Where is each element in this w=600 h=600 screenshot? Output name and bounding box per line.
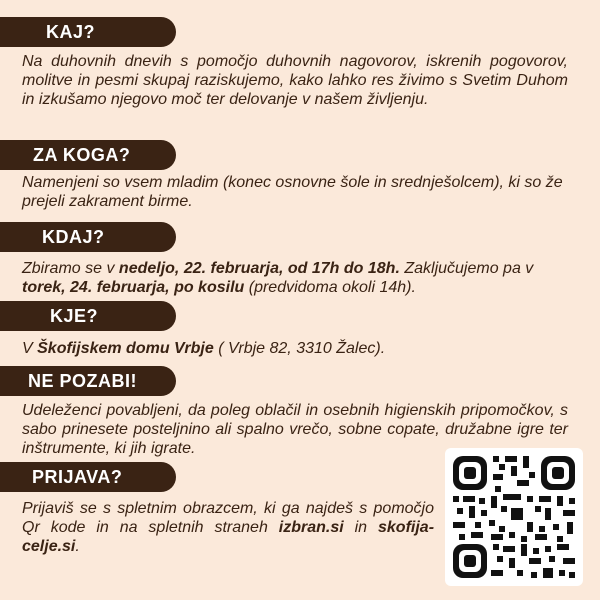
- section-text-ne-pozabi: Udeleženci povabljeni, da poleg oblačil in osebnih higienskih pripomočkov, s sabo prinesete posteljnino ali spalno vrečo, sobne copate, družabne igre ter inštrumente, ki jih igrate.: [22, 402, 568, 457]
- section-header-label: KJE?: [50, 305, 99, 326]
- section-header-label: PRIJAVA?: [32, 466, 123, 487]
- text-run: in: [343, 519, 378, 536]
- event-end-date: torek, 24. februarja, po kosilu: [22, 279, 245, 296]
- section-header-za-koga: [0, 140, 176, 170]
- section-header-label: ZA KOGA?: [33, 144, 131, 165]
- text-run: Zaključujemo pa v: [399, 260, 534, 277]
- section-header-label: KAJ?: [46, 21, 96, 42]
- section-header-prijava: [0, 462, 176, 492]
- section-text-kaj: Na duhovnih dnevih s pomočjo duhovnih nagovorov, iskrenih pogovorov, molitve in pesmi skupaj raziskujemo, kako lahko res živimo s Svetim Duhom in izkušamo njegovo moč ter delovanje v našem življenju.: [22, 53, 568, 108]
- section-header-kje: [0, 301, 176, 331]
- section-header-ne-pozabi: [0, 366, 176, 396]
- section-text-kje: [22, 339, 570, 358]
- section-text-kdaj: [22, 259, 570, 297]
- text-run: ( Vrbje 82, 3310 Žalec).: [213, 340, 386, 357]
- link-izbran[interactable]: izbran.si: [278, 519, 344, 536]
- section-header-label: NE POZABI!: [28, 370, 138, 391]
- section-text-prijava: [22, 499, 434, 556]
- qr-code-icon[interactable]: [445, 448, 583, 586]
- section-header-label: KDAJ?: [42, 226, 105, 247]
- text-run: Prijaviš se s spletnim obrazcem, ki ga najdeš s pomočjo Qr kode in na spletnih straneh: [22, 500, 434, 536]
- section-header-kdaj: [0, 222, 176, 252]
- text-run: Zbiramo se v: [22, 260, 119, 277]
- link-skofija-celje[interactable]: skofija-celje.si: [22, 519, 435, 555]
- text-run: (predvidoma okoli 14h).: [244, 279, 416, 296]
- section-header-kaj: [0, 17, 176, 47]
- text-run: V: [22, 340, 38, 357]
- venue-name: Škofijskem domu Vrbje: [37, 340, 214, 357]
- section-text-za-koga: Namenjeni so vsem mladim (konec osnovne šole in srednješolcem), ki so že prejeli zakrament birme.: [22, 174, 563, 210]
- text-run: .: [75, 538, 80, 555]
- event-start-date: nedeljo, 22. februarja, od 17h do 18h.: [118, 260, 400, 277]
